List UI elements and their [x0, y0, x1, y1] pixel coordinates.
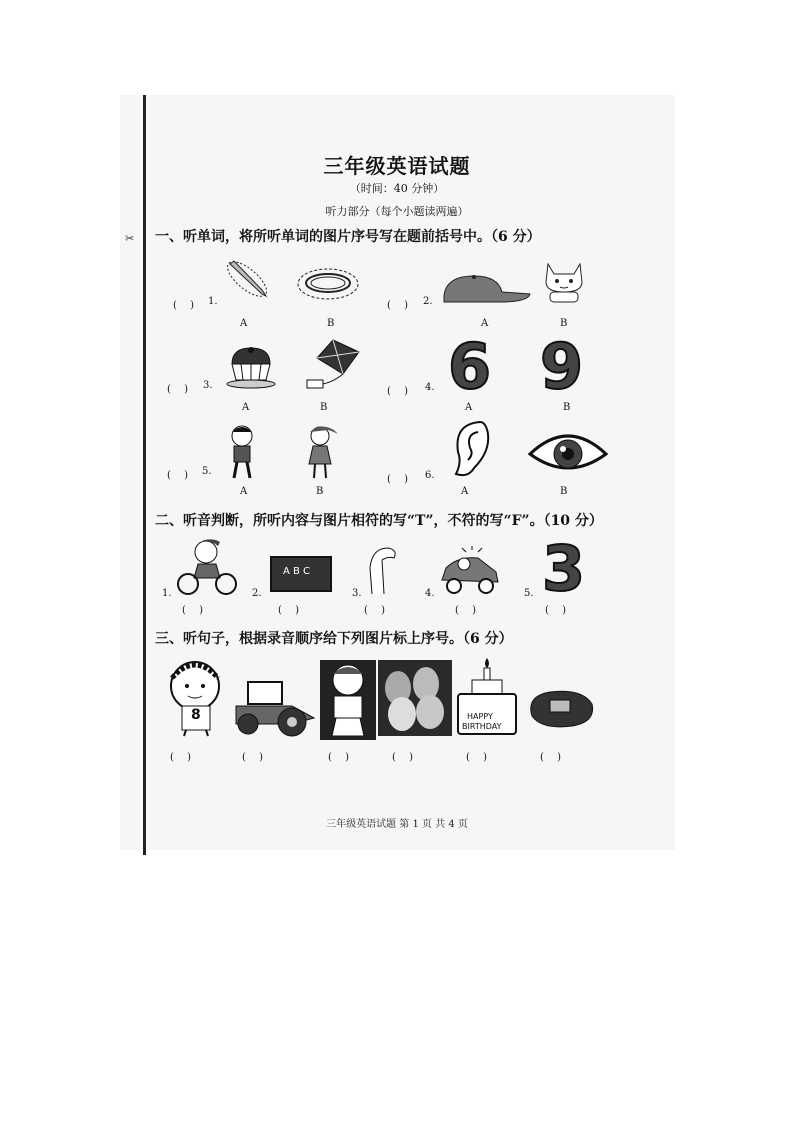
arm-icon	[364, 544, 400, 596]
card-number: 8	[191, 707, 201, 723]
answer-paren: ( )	[182, 605, 203, 616]
eggs-icon	[378, 660, 452, 736]
girl-with-book-icon	[320, 660, 376, 740]
answer-paren: ( )	[278, 605, 299, 616]
page-footer: 三年级英语试题 第 1 页 共 4 页	[326, 819, 468, 830]
option-label: B	[563, 402, 571, 413]
section-3-heading: 三、听句子，根据录音顺序给下列图片标上序号。（6 分）	[155, 631, 513, 647]
answer-paren: ( )	[364, 605, 385, 616]
question-number: 6.	[425, 470, 435, 481]
answer-paren: ( )	[387, 386, 408, 397]
pencil-case-icon	[526, 686, 598, 730]
question-number: 4.	[425, 382, 435, 393]
kite-icon	[303, 338, 363, 392]
tractor-icon	[230, 678, 320, 738]
answer-paren: ( )	[387, 474, 408, 485]
question-number: 1.	[162, 588, 172, 599]
question-number: 1.	[208, 296, 218, 307]
question-number: 3.	[203, 380, 213, 391]
answer-paren: ( )	[545, 605, 566, 616]
listening-heading: 听力部分（每个小题读两遍）	[325, 205, 469, 218]
answer-paren: ( )	[540, 752, 561, 763]
option-label: A	[461, 486, 469, 497]
answer-paren: ( )	[387, 300, 408, 311]
question-number: 4.	[425, 588, 435, 599]
option-label: B	[560, 318, 568, 329]
question-number: 2.	[423, 296, 433, 307]
question-number: 5.	[202, 466, 212, 477]
digit-three: 3	[542, 532, 586, 605]
cake-text-birthday: BIRTHDAY	[462, 722, 502, 731]
option-label: A	[240, 318, 248, 329]
cat-icon	[540, 258, 590, 306]
digit-six: 6	[448, 330, 492, 403]
question-number: 2.	[252, 588, 262, 599]
section-1-heading: 一、听单词，将所听单词的图片序号写在题前括号中。（6 分）	[155, 229, 541, 245]
section-2-heading: 二、听音判断，所听内容与图片相符的写“T”，不符的写“F”。（10 分）	[155, 513, 603, 529]
question-number: 5.	[524, 588, 534, 599]
answer-paren: ( )	[392, 752, 413, 763]
exam-time: （时间：40 分钟）	[349, 182, 445, 195]
boy-on-bike-icon	[174, 538, 240, 596]
option-label: A	[481, 318, 489, 329]
digit-nine: 9	[540, 330, 584, 403]
answer-paren: ( )	[173, 300, 194, 311]
answer-paren: ( )	[242, 752, 263, 763]
answer-paren: ( )	[455, 605, 476, 616]
option-label: B	[316, 486, 324, 497]
answer-paren: ( )	[466, 752, 487, 763]
option-label: A	[242, 402, 250, 413]
eye-icon	[528, 424, 608, 478]
cake-text-happy: HAPPY	[467, 712, 493, 721]
child-holding-card-icon	[162, 660, 228, 738]
pencil-icon	[222, 256, 272, 302]
boy-icon	[222, 424, 262, 482]
ring-icon	[297, 268, 359, 304]
car-icon	[438, 546, 502, 598]
blackboard-text: A B C	[283, 566, 311, 577]
option-label: B	[327, 318, 335, 329]
page-title: 三年级英语试题	[323, 154, 471, 178]
answer-paren: ( )	[167, 384, 188, 395]
ear-icon	[450, 418, 494, 480]
margin-scissor-mark: ✂	[125, 232, 135, 245]
cap-icon	[440, 272, 532, 306]
cake-icon	[226, 346, 276, 390]
question-number: 3.	[352, 588, 362, 599]
option-label: A	[240, 486, 248, 497]
option-label: B	[320, 402, 328, 413]
option-label: A	[465, 402, 473, 413]
option-label: B	[560, 486, 568, 497]
answer-paren: ( )	[167, 470, 188, 481]
answer-paren: ( )	[170, 752, 191, 763]
girl-icon	[300, 424, 344, 482]
answer-paren: ( )	[328, 752, 349, 763]
